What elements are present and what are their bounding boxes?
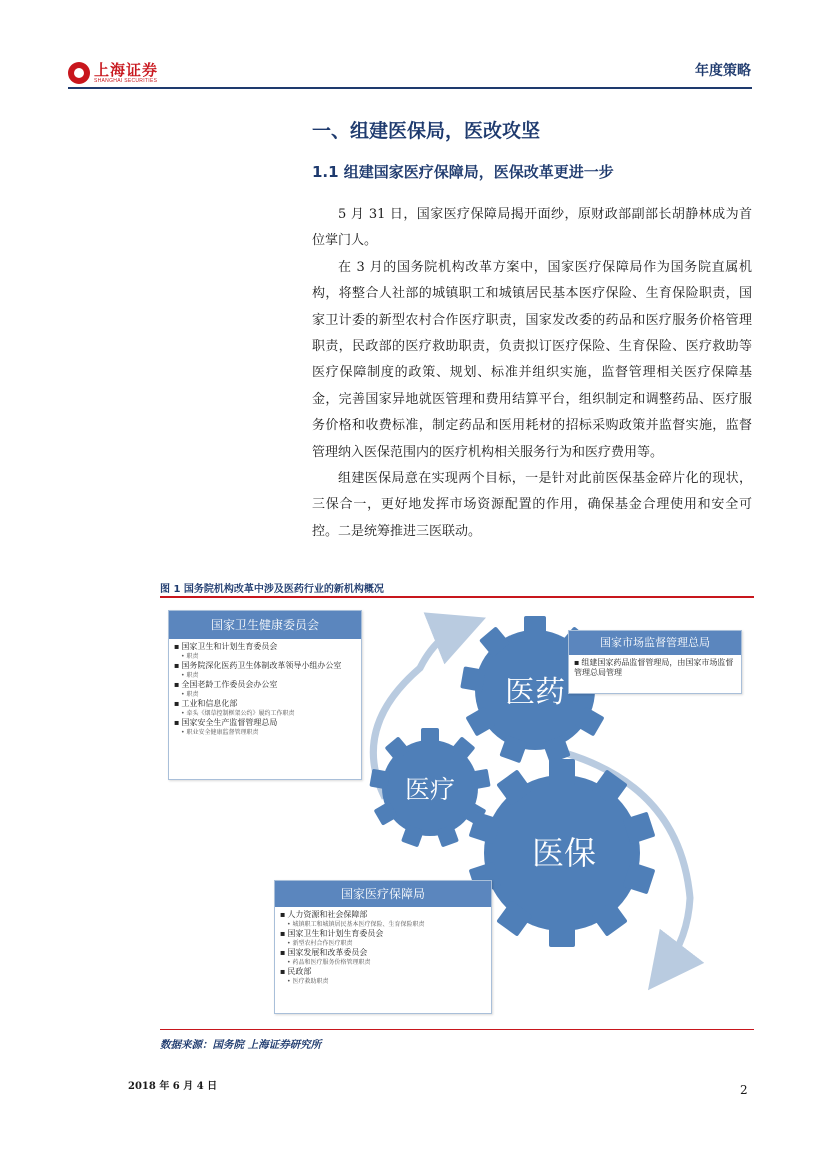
paragraph: 组建医保局意在实现两个目标，一是针对此前医保基金碎片化的现状，三保合一，更好地发挥市场资源配置的作用，确保基金合理使用和安全可控。二是统筹推进三医联动。 <box>312 471 752 539</box>
box-content <box>275 907 491 989</box>
paragraph: 5 月 31 日，国家医疗保障局揭开面纱，原财政部副部长胡静林成为首位掌门人。 <box>312 207 752 249</box>
list-item: ▪ 国务院深化医药卫生体制改革领导小组办公室 <box>174 661 356 671</box>
list-item: ▪ 全国老龄工作委员会办公室 <box>174 680 356 690</box>
report-date: 2018 年 6 月 4 日 <box>128 1081 218 1092</box>
list-subitem: • 职责 <box>174 652 356 661</box>
box-market-regulation <box>568 630 742 694</box>
list-subitem: • 牵头《烟草控制框架公约》履约工作职责 <box>174 709 356 718</box>
list-subitem: • 药品和医疗服务价格管理职责 <box>280 958 486 967</box>
page-number: 2 <box>740 1083 748 1097</box>
list-item: ▪ 民政部 <box>280 967 486 977</box>
list-subitem: • 新型农村合作医疗职责 <box>280 939 486 948</box>
list-subitem: • 职业安全健康监督管理职责 <box>174 728 356 737</box>
company-logo <box>68 62 158 84</box>
box-content <box>569 655 741 681</box>
section-heading: 一、组建医保局，医改攻坚 <box>312 120 541 142</box>
logo-emblem-icon <box>68 62 90 84</box>
figure-source: 数据来源：国务院 上海证券研究所 <box>160 1039 322 1051</box>
logo-english-name: SHANGHAI SECURITIES <box>94 78 158 84</box>
box-content <box>169 639 361 740</box>
body-text <box>312 202 752 545</box>
subsection-heading: 1.1 组建国家医疗保障局，医保改革更进一步 <box>312 163 614 181</box>
box-title: 国家卫生健康委员会 <box>169 611 361 639</box>
list-subitem: • 医疗救助职责 <box>280 977 486 986</box>
box-title: 国家市场监督管理总局 <box>569 631 741 655</box>
gear-label-yibao: 医保 <box>531 834 597 872</box>
gear-label-yiliao: 医疗 <box>404 775 456 804</box>
list-subitem: • 职责 <box>174 690 356 699</box>
list-item: ▪ 国家安全生产监督管理总局 <box>174 718 356 728</box>
document-type-label: 年度策略 <box>695 63 751 79</box>
box-healthcare-security <box>274 880 492 1014</box>
logo-chinese-name: 上海证券 <box>94 61 159 79</box>
list-item: ▪ 人力资源和社会保障部 <box>280 910 486 920</box>
gear-label-yiyao: 医药 <box>505 675 565 710</box>
paragraph: 在 3 月的国务院机构改革方案中，国家医疗保障局作为国务院直属机构，将整合人社部的城镇职工和城镇居民基本医疗保险、生育保险职责，国家卫计委的新型农村合作医疗职责，国家发改委的药品和医疗服务价格管理职责，民政部的医疗救助职责，负责拟订医疗保险、生育保险、医疗救助等医疗保障制度的政策、规划、标准并组织实施，监督管理相关医疗保障基金，完善国家异地就医管理和费用结算平台，组织制定和调整药品、医疗服务价格和收费标准，制定药品和医用耗材的招标采购政策并监督实施，监督管理纳入医保范围内的医疗机构相关服务行为和医疗费用等。 <box>312 259 752 460</box>
figure-bottom-rule <box>160 1029 754 1030</box>
list-item: ▪ 组建国家药品监督管理局，由国家市场监督管理总局管理 <box>574 658 736 678</box>
list-item: ▪ 国家发展和改革委员会 <box>280 948 486 958</box>
header-divider <box>68 87 752 89</box>
list-subitem: • 城镇职工和城镇居民基本医疗保险、生育保险职责 <box>280 920 486 929</box>
list-item: ▪ 国家卫生和计划生育委员会 <box>280 929 486 939</box>
list-subitem: • 职责 <box>174 671 356 680</box>
list-item: ▪ 国家卫生和计划生育委员会 <box>174 642 356 652</box>
box-health-commission <box>168 610 362 780</box>
box-title: 国家医疗保障局 <box>275 881 491 907</box>
figure-title: 图 1 国务院机构改革中涉及医药行业的新机构概况 <box>160 584 384 595</box>
list-item: ▪ 工业和信息化部 <box>174 699 356 709</box>
